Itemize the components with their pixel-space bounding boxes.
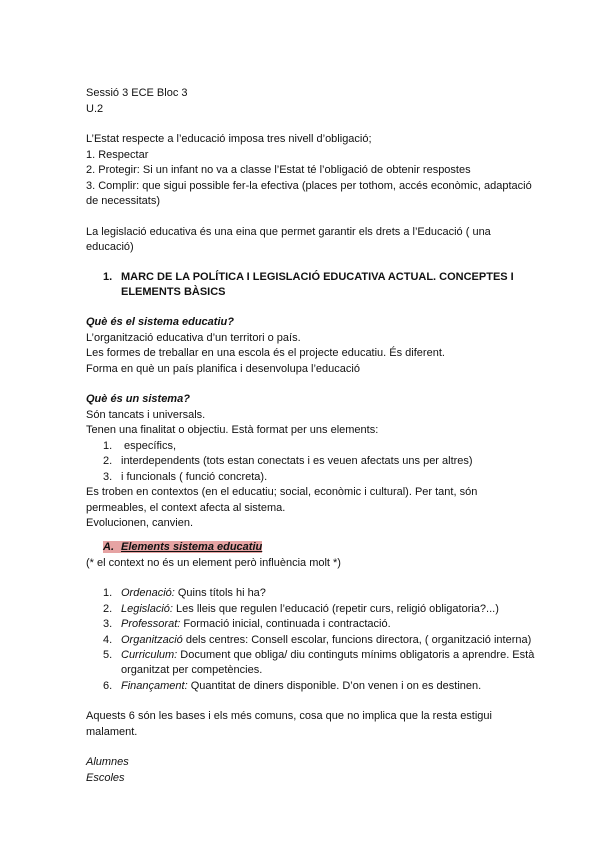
section-a-letter: A.: [103, 541, 114, 553]
element-term: Curriculum:: [121, 649, 178, 661]
footer-term: Escoles: [86, 772, 125, 784]
legislation-line: educació): [86, 241, 134, 253]
intro-item: de necessitats): [86, 195, 160, 207]
element-text: Document que obliga/ diu continguts mínims obligatoris a aprendre. Està: [177, 649, 535, 661]
element-item: [103, 602, 499, 617]
list-item: [103, 439, 176, 454]
list-number: 5.: [103, 649, 113, 661]
paragraph-line: Evolucionen, canvien.: [86, 517, 194, 529]
section-a-highlight: [103, 541, 262, 553]
element-item: [103, 586, 266, 601]
list-item: [103, 454, 473, 469]
section-1-number: 1.: [103, 271, 113, 283]
list-number: 1.: [103, 440, 113, 452]
paragraph-line: permeables, el context afecta al sistema.: [86, 502, 286, 514]
list-number: 3.: [103, 618, 113, 630]
list-number: 6.: [103, 680, 113, 692]
paragraph-line: Són tancats i universals.: [86, 409, 206, 421]
intro-item: 1. Respectar: [86, 149, 149, 161]
unit-label: U.2: [86, 103, 104, 115]
element-term: Professorat:: [121, 618, 181, 630]
element-text-continued: organitzat per competències.: [121, 664, 263, 676]
list-item: [103, 470, 267, 485]
conclusion-line: Aquests 6 són les bases i els més comuns, cosa que no implica que la resta estigui: [86, 710, 492, 722]
element-term: Ordenació:: [121, 587, 175, 599]
conclusion-line: malament.: [86, 726, 138, 738]
heading-sistema-educatiu: Què és el sistema educatiu?: [86, 316, 234, 328]
section-a-title: Elements sistema educatiu: [121, 541, 263, 553]
session-title: Sessió 3 ECE Bloc 3: [86, 87, 188, 99]
paragraph-line: L’organització educativa d’un territori o país.: [86, 332, 301, 344]
element-term: Finançament:: [121, 680, 188, 692]
element-text: Formació inicial, continuada i contractació.: [180, 618, 391, 630]
section-1-title: ELEMENTS BÀSICS: [121, 286, 226, 298]
section-1-title: MARC DE LA POLÍTICA I LEGISLACIÓ EDUCATIVA ACTUAL. CONCEPTES I: [121, 271, 514, 283]
element-item: [103, 648, 534, 663]
intro-lead: L’Estat respecte a l’educació imposa tres nivell d’obligació;: [86, 133, 372, 145]
section-a-heading: [103, 540, 262, 555]
element-text: Quins títols hi ha?: [174, 587, 266, 599]
intro-item: 2. Protegir: Si un infant no va a classe l’Estat té l’obligació de obtenir respostes: [86, 164, 471, 176]
list-number: 3.: [103, 471, 113, 483]
element-text: Les lleis que regulen l’educació (repetir curs, religió obligatoria?...): [172, 603, 499, 615]
list-number: 4.: [103, 634, 113, 646]
list-number: 2.: [103, 455, 113, 467]
element-text: Quantitat de diners disponible. D’on venen i on es destinen.: [187, 680, 482, 692]
element-item: [103, 633, 531, 648]
element-term: Organització: [121, 634, 183, 646]
paragraph-line: Les formes de treballar en una escola és el projecte educatiu. És diferent.: [86, 347, 445, 359]
intro-item: 3. Complir: que sigui possible fer-la efectiva (places per tothom, accés econòmic, adaptació: [86, 180, 532, 192]
element-item: [103, 617, 391, 632]
element-text: dels centres: Consell escolar, funcions directora, ( organització interna): [182, 634, 532, 646]
list-number: 2.: [103, 603, 113, 615]
list-text: interdependents (tots estan conectats i es veuen afectats uns per altres): [121, 455, 473, 467]
paragraph-line: Es troben en contextos (en el educatiu; social, econòmic i cultural). Per tant, són: [86, 486, 478, 498]
paragraph-line: Forma en què un país planifica i desenvolupa l’educació: [86, 363, 360, 375]
legislation-line: La legislació educativa és una eina que permet garantir els drets a l’Educació ( una: [86, 226, 491, 238]
element-term: Legislació:: [121, 603, 173, 615]
section-a-note: (* el context no és un element però influència molt *): [86, 557, 341, 569]
footer-term: Alumnes: [86, 756, 129, 768]
list-text: i funcionals ( funció concreta).: [121, 471, 268, 483]
paragraph-line: Tenen una finalitat o objectiu. Està format per uns elements:: [86, 424, 379, 436]
list-text: específics,: [121, 440, 177, 452]
list-number: 1.: [103, 587, 113, 599]
heading-sistema: Què és un sistema?: [86, 393, 190, 405]
element-item: [103, 679, 481, 694]
